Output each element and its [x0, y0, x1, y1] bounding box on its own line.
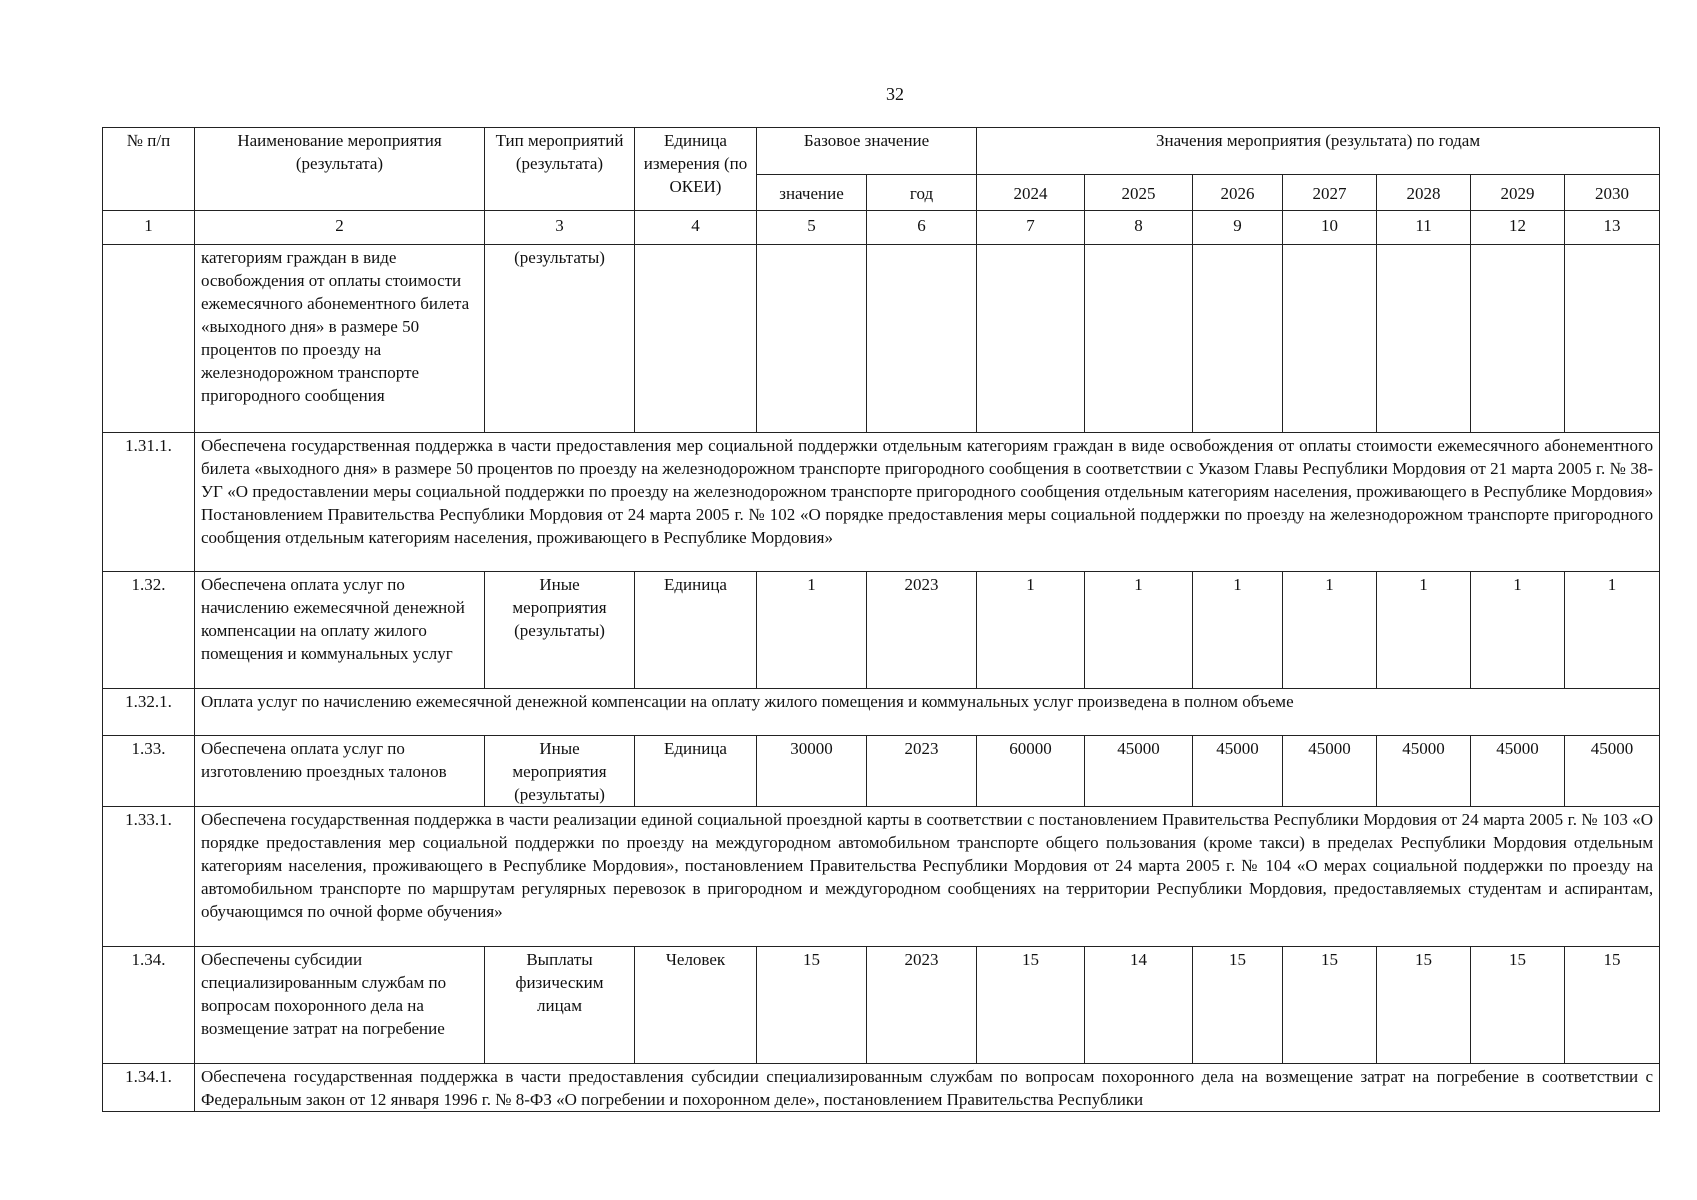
row-value-2026: 1 — [1193, 572, 1283, 689]
header-row-1 — [103, 128, 1660, 175]
row-value-2030: 1 — [1565, 572, 1660, 689]
row-num: 1.33. — [103, 736, 195, 807]
row-type: Иные мероприятия (результаты) — [485, 572, 635, 689]
row-type: (результаты) — [485, 245, 635, 433]
row-name: Обеспечены субсидии специализированным службам по вопросам похоронного дела на возмещение затрат на погребение — [195, 947, 485, 1064]
row-value-2025: 45000 — [1085, 736, 1193, 807]
row-num-empty — [103, 245, 195, 433]
row-description: Обеспечена государственная поддержка в части реализации единой социальной проездной карты в соответствии с постановлением Правительства Республики Мордовия от 24 марта 2005 г. № 103 «О порядке предоставления мер социальной поддержки по проезду на междугородном автомобильном транспорте общего пользования (кроме такси) в пределах Республики Мордовия отдельным категориям населения, проживающего в Республике Мордовия», постановлением Правительства Республики Мордовия от 24 марта 2005 г. № 104 «О мерах социальной поддержки по проезду на автомобильном транспорте по маршрутам регулярных перевозок в пригородном и междугородном сообщениях на территории Республики Мордовия, предоставляемых студентам и аспирантам, обучающимся по очной форме обучения» — [195, 807, 1660, 947]
row-num: 1.33.1. — [103, 807, 195, 947]
column-number: 11 — [1377, 211, 1471, 245]
row-base-value: 15 — [757, 947, 867, 1064]
header-base-value: значение — [757, 175, 867, 211]
header-type: Тип мероприятий (результата) — [485, 128, 635, 211]
table-row — [103, 433, 1660, 572]
row-base-year: 2023 — [867, 572, 977, 689]
row-description: Обеспечена государственная поддержка в части предоставления субсидии специализированным службам по вопросам похоронного дела на возмещение затрат на погребение в соответствии с Федеральным закон от 12 января 1996 г. № 8-ФЗ «О погребении и похоронном деле», постановлением Правительства Республики — [195, 1064, 1660, 1112]
header-year: 2025 — [1085, 175, 1193, 211]
row-unit: Единица — [635, 736, 757, 807]
column-number: 1 — [103, 211, 195, 245]
row-type: Выплаты физическим лицам — [485, 947, 635, 1064]
row-base-year: 2023 — [867, 736, 977, 807]
header-base-year: год — [867, 175, 977, 211]
column-number: 7 — [977, 211, 1085, 245]
row-name: Обеспечена оплата услуг по изготовлению проездных талонов — [195, 736, 485, 807]
header-year: 2028 — [1377, 175, 1471, 211]
table-row — [103, 947, 1660, 1064]
row-value-2024: 1 — [977, 572, 1085, 689]
row-num: 1.32.1. — [103, 689, 195, 736]
table-row — [103, 245, 1660, 433]
table-row — [103, 1064, 1660, 1112]
row-name: категориям граждан в виде освобождения от оплаты стоимости ежемесячного абонементного билета «выходного дня» в размере 50 процентов по проезду на железнодорожном транспорте пригородного сообщения — [195, 245, 485, 433]
row-value-2026: 45000 — [1193, 736, 1283, 807]
header-years: Значения мероприятия (результата) по годам — [977, 128, 1660, 175]
column-number: 10 — [1283, 211, 1377, 245]
row-description: Обеспечена государственная поддержка в части предоставления мер социальной поддержки отдельным категориям граждан в виде освобождения от оплаты стоимости ежемесячного абонементного билета «выходного дня» в размере 50 процентов по проезду на железнодорожном транспорте пригородного сообщения в соответствии с Указом Главы Республики Мордовия от 21 марта 2005 г. № 38-УГ «О предоставлении меры социальной поддержки по проезду на железнодорожном транспорте пригородного сообщения отдельным категориям населения, проживающего в Республике Мордовия» Постановлением Правительства Республики Мордовия от 24 марта 2005 г. № 102 «О порядке предоставления меры социальной поддержки по проезду на железнодорожном транспорте пригородного сообщения отдельным категориям населения, проживающего в Республике Мордовия» — [195, 433, 1660, 572]
empty-cell — [1565, 245, 1660, 433]
measures-table — [102, 127, 1660, 1112]
column-number: 8 — [1085, 211, 1193, 245]
row-name: Обеспечена оплата услуг по начислению ежемесячной денежной компенсации на оплату жилого помещения и коммунальных услуг — [195, 572, 485, 689]
row-value-2028: 45000 — [1377, 736, 1471, 807]
empty-cell — [1193, 245, 1283, 433]
empty-cell — [867, 245, 977, 433]
row-unit: Человек — [635, 947, 757, 1064]
row-value-2030: 15 — [1565, 947, 1660, 1064]
header-num: № п/п — [103, 128, 195, 211]
empty-cell — [1283, 245, 1377, 433]
empty-cell — [757, 245, 867, 433]
row-description: Оплата услуг по начислению ежемесячной денежной компенсации на оплату жилого помещения и коммунальных услуг произведена в полном объеме — [195, 689, 1660, 736]
row-base-year: 2023 — [867, 947, 977, 1064]
table-row — [103, 807, 1660, 947]
row-type: Иные мероприятия (результаты) — [485, 736, 635, 807]
table-row — [103, 689, 1660, 736]
row-base-value: 1 — [757, 572, 867, 689]
empty-cell — [1471, 245, 1565, 433]
row-value-2027: 45000 — [1283, 736, 1377, 807]
column-number: 4 — [635, 211, 757, 245]
column-number: 13 — [1565, 211, 1660, 245]
row-value-2027: 1 — [1283, 572, 1377, 689]
column-number: 5 — [757, 211, 867, 245]
empty-cell — [1085, 245, 1193, 433]
header-year: 2027 — [1283, 175, 1377, 211]
empty-cell — [977, 245, 1085, 433]
row-value-2028: 15 — [1377, 947, 1471, 1064]
column-number: 12 — [1471, 211, 1565, 245]
row-value-2024: 15 — [977, 947, 1085, 1064]
column-number: 3 — [485, 211, 635, 245]
row-value-2027: 15 — [1283, 947, 1377, 1064]
row-num: 1.34.1. — [103, 1064, 195, 1112]
header-year: 2026 — [1193, 175, 1283, 211]
row-num: 1.32. — [103, 572, 195, 689]
row-value-2028: 1 — [1377, 572, 1471, 689]
header-name: Наименование мероприятия (результата) — [195, 128, 485, 211]
empty-cell — [635, 245, 757, 433]
header-year: 2030 — [1565, 175, 1660, 211]
row-num: 1.31.1. — [103, 433, 195, 572]
row-base-value: 30000 — [757, 736, 867, 807]
empty-cell — [1377, 245, 1471, 433]
header-unit: Единица измерения (по ОКЕИ) — [635, 128, 757, 211]
column-number: 9 — [1193, 211, 1283, 245]
page-number: 32 — [886, 84, 904, 104]
header-year: 2029 — [1471, 175, 1565, 211]
column-number: 6 — [867, 211, 977, 245]
row-value-2029: 15 — [1471, 947, 1565, 1064]
row-value-2025: 1 — [1085, 572, 1193, 689]
header-year: 2024 — [977, 175, 1085, 211]
row-value-2026: 15 — [1193, 947, 1283, 1064]
table-row — [103, 736, 1660, 807]
row-num: 1.34. — [103, 947, 195, 1064]
column-number: 2 — [195, 211, 485, 245]
row-value-2024: 60000 — [977, 736, 1085, 807]
row-value-2029: 45000 — [1471, 736, 1565, 807]
column-number-row — [103, 211, 1660, 245]
row-unit: Единица — [635, 572, 757, 689]
row-value-2029: 1 — [1471, 572, 1565, 689]
row-value-2025: 14 — [1085, 947, 1193, 1064]
header-base: Базовое значение — [757, 128, 977, 175]
row-value-2030: 45000 — [1565, 736, 1660, 807]
table-row — [103, 572, 1660, 689]
